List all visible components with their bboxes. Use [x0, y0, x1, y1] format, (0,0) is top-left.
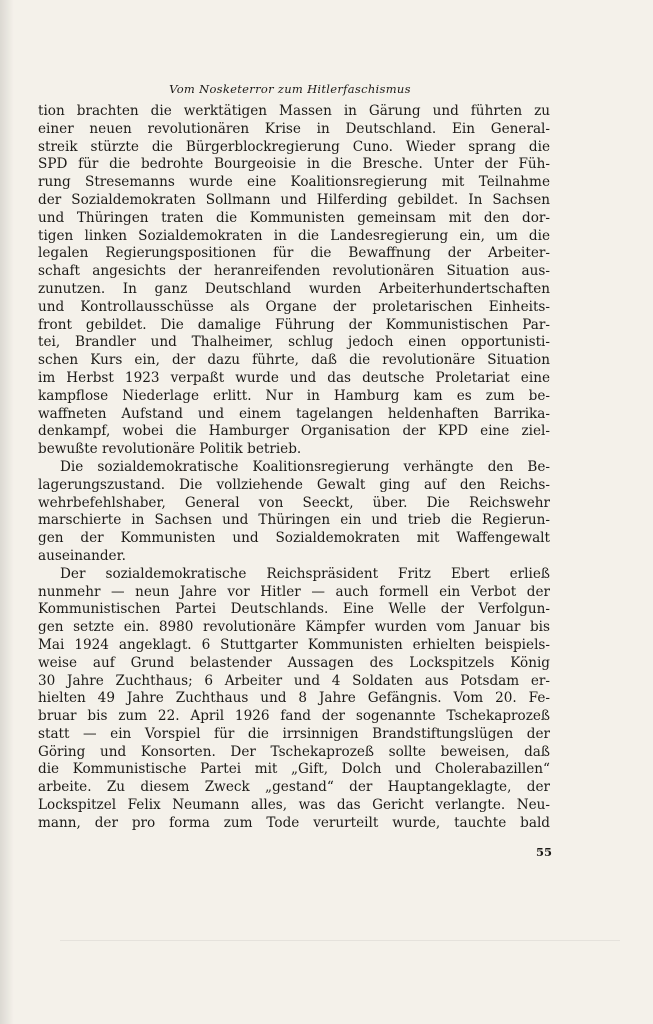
text-line: lagerungszustand. Die vollziehende Gewalt ging auf den Reichs- [38, 476, 550, 493]
page-edge-shadow [0, 0, 14, 1024]
text-line: marschierte in Sachsen und Thüringen ein und trieb die Regierun- [38, 512, 550, 529]
text-line: schen Kurs ein, der dazu führte, daß die revolutionäre Situation [38, 352, 550, 369]
text-line: Lockspitzel Felix Neumann alles, was das Gericht verlangte. Neu- [38, 797, 550, 814]
text-line: Der sozialdemokratische Reichspräsident Fritz Ebert erließ [60, 565, 550, 582]
text-line: gen setzte ein. 8980 revolutionäre Kämpfer wurden vom Januar bis [38, 619, 550, 636]
text-line: Kommunistischen Partei Deutschlands. Eine Welle der Verfolgun- [38, 601, 550, 618]
text-line: tion brachten die werktätigen Massen in Gärung und führten zu [38, 103, 550, 119]
text-line: Die sozialdemokratische Koalitionsregierung verhängte den Be- [60, 458, 550, 475]
text-line: der Sozialdemokraten Sollmann und Hilferding gebildet. In Sachsen [38, 191, 550, 208]
text-line: legalen Regierungspositionen für die Bewaffnung der Arbeiter- [38, 245, 550, 262]
text-line: gen der Kommunisten und Sozialdemokraten mit Waffengewalt [38, 530, 550, 547]
text-line: Göring und Konsorten. Der Tschekaprozeß sollte beweisen, daß [38, 743, 550, 760]
text-line: im Herbst 1923 verpaßt wurde und das deutsche Proletariat eine [38, 369, 550, 386]
text-line: und Kontrollausschüsse als Organe der proletarischen Einheits- [38, 298, 550, 315]
page-number: 55 [536, 845, 553, 859]
text-line: einer neuen revolutionären Krise in Deutschland. Ein General- [38, 120, 550, 137]
text-line: tigen linken Sozialdemokraten in die Landesregierung ein, um die [38, 227, 550, 244]
text-line: mann, der pro forma zum Tode verurteilt wurde, tauchte bald [38, 814, 550, 831]
running-header: Vom Nosketerror zum Hitlerfaschismus [169, 82, 411, 96]
text-line: weise auf Grund belastender Aussagen des Lockspitzels König [38, 654, 550, 671]
text-line: 30 Jahre Zuchthaus; 6 Arbeiter und 4 Soldaten aus Potsdam er- [38, 672, 550, 689]
text-line: nunmehr — neun Jahre vor Hitler — auch formell ein Verbot der [38, 583, 550, 600]
text-line: tei, Brandler und Thalheimer, schlug jedoch einen opportunisti- [38, 334, 550, 351]
text-line: zunutzen. In ganz Deutschland wurden Arbeiterhundertschaften [38, 280, 550, 297]
page-shadow-line [60, 940, 620, 941]
text-line: schaft angesichts der heranreifenden revolutionären Situation aus- [38, 263, 550, 280]
text-line: bewußte revolutionäre Politik betrieb. [38, 441, 302, 458]
text-line: bruar bis zum 22. April 1926 fand der sogenannte Tschekaprozeß [38, 708, 550, 725]
text-line: hielten 49 Jahre Zuchthaus und 8 Jahre Gefängnis. Vom 20. Fe- [38, 690, 550, 707]
text-line: SPD für die bedrohte Bourgeoisie in die Bresche. Unter der Füh- [38, 156, 550, 173]
text-line: streik stürzte die Bürgerblockregierung Cuno. Wieder sprang die [38, 138, 550, 155]
text-line: waffneten Aufstand und einem tagelangen heldenhaften Barrika- [38, 405, 550, 422]
text-line: arbeite. Zu diesem Zweck „gestand“ der Hauptangeklagte, der [38, 779, 550, 796]
text-line: rung Stresemanns wurde eine Koalitionsregierung mit Teilnahme [38, 174, 550, 191]
text-line: die Kommunistische Partei mit „Gift, Dolch und Cholerabazillen“ [38, 761, 550, 778]
text-line: statt — ein Vorspiel für die irrsinnigen Brandstiftungslügen der [38, 725, 550, 742]
text-line: front gebildet. Die damalige Führung der Kommunistischen Par- [38, 316, 550, 333]
text-line: denkampf, wobei die Hamburger Organisation der KPD eine ziel- [38, 423, 550, 440]
text-line: wehrbefehlshaber, General von Seeckt, über. Die Reichswehr [38, 494, 550, 511]
text-line: Mai 1924 angeklagt. 6 Stuttgarter Kommunisten erhielten beispiels- [38, 636, 550, 653]
text-line: und Thüringen traten die Kommunisten gemeinsam mit den dor- [38, 209, 550, 226]
text-line: kampflose Niederlage erlitt. Nur in Hamburg kam es zum be- [38, 387, 550, 404]
text-line: auseinander. [38, 547, 126, 564]
body-text [38, 103, 550, 833]
